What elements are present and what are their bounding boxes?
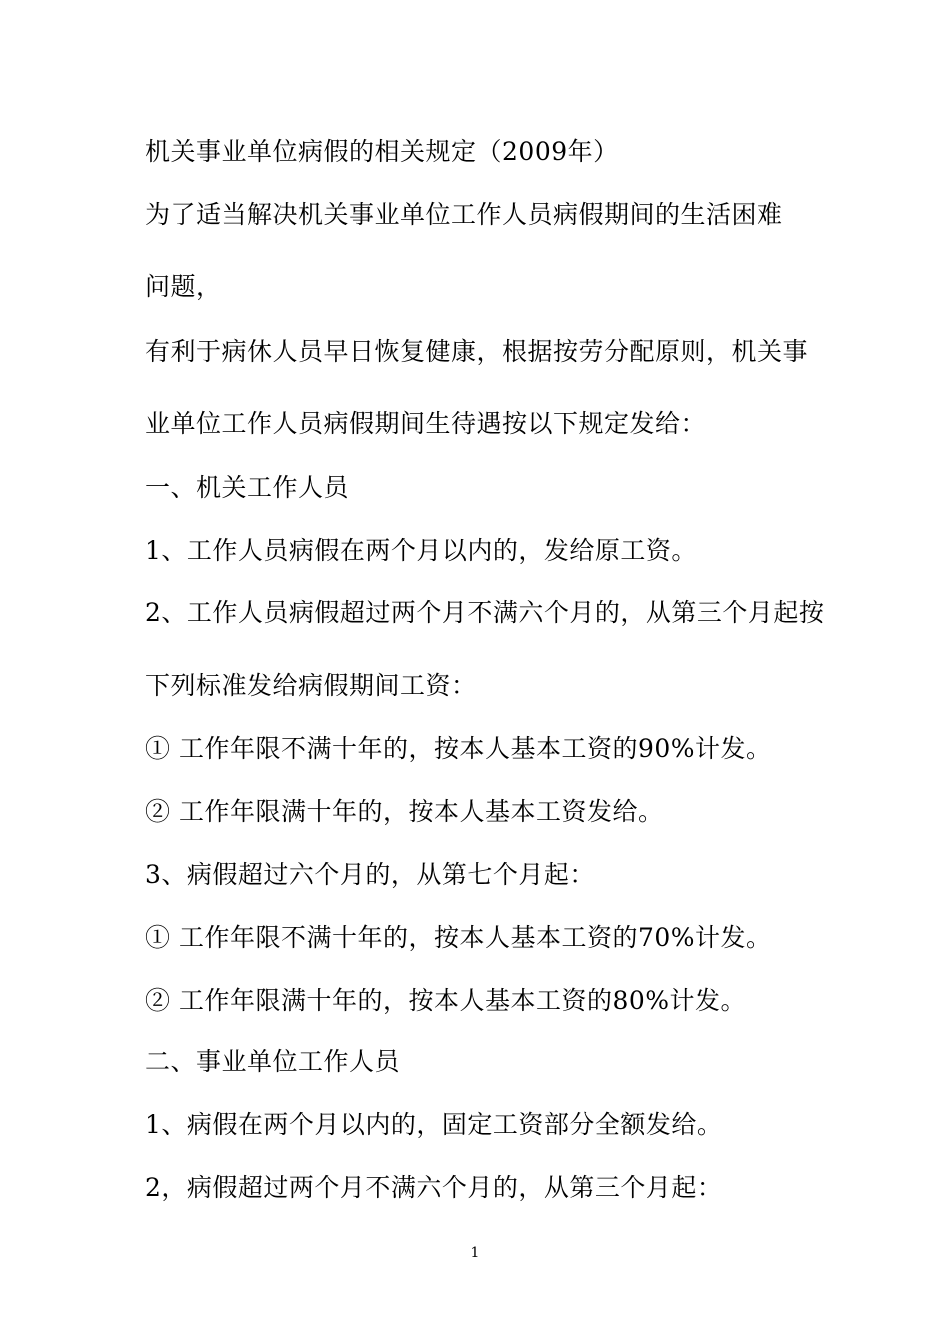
rule-item-2-continued: 下列标准发给病假期间工资： [145, 671, 477, 700]
section-heading-agency-staff: 一、机关工作人员 [145, 473, 350, 502]
document-title: 机关事业单位病假的相关规定（2009年） [145, 137, 619, 166]
sub-item-ten-years-full: ② 工作年限满十年的，按本人基本工资发给。 [145, 797, 664, 826]
sub-item-under-ten-years-90: ① 工作年限不满十年的，按本人基本工资的90%计发。 [145, 734, 772, 763]
sub-item-under-ten-years-70: ① 工作年限不满十年的，按本人基本工资的70%计发。 [145, 923, 772, 952]
page-number: 1 [470, 1245, 480, 1261]
rule-item-3: 3、病假超过六个月的，从第七个月起： [145, 860, 595, 889]
section-heading-institution-staff: 二、事业单位工作人员 [145, 1047, 401, 1076]
paragraph-line-1: 为了适当解决机关事业单位工作人员病假期间的生活困难 [145, 200, 783, 229]
paragraph-line-3: 有利于病休人员早日恢复健康，根据按劳分配原则，机关事 [145, 337, 809, 366]
sub-item-ten-years-80: ② 工作年限满十年的，按本人基本工资的80%计发。 [145, 986, 747, 1015]
paragraph-line-2: 问题， [145, 272, 222, 301]
institution-rule-item-2: 2，病假超过两个月不满六个月的，从第三个月起： [145, 1173, 723, 1202]
institution-rule-item-1: 1、病假在两个月以内的，固定工资部分全额发给。 [145, 1110, 723, 1139]
paragraph-line-4: 业单位工作人员病假期间生待遇按以下规定发给： [145, 409, 707, 438]
rule-item-2: 2、工作人员病假超过两个月不满六个月的，从第三个月起按 [145, 598, 825, 627]
rule-item-1: 1、工作人员病假在两个月以内的，发给原工资。 [145, 536, 697, 565]
